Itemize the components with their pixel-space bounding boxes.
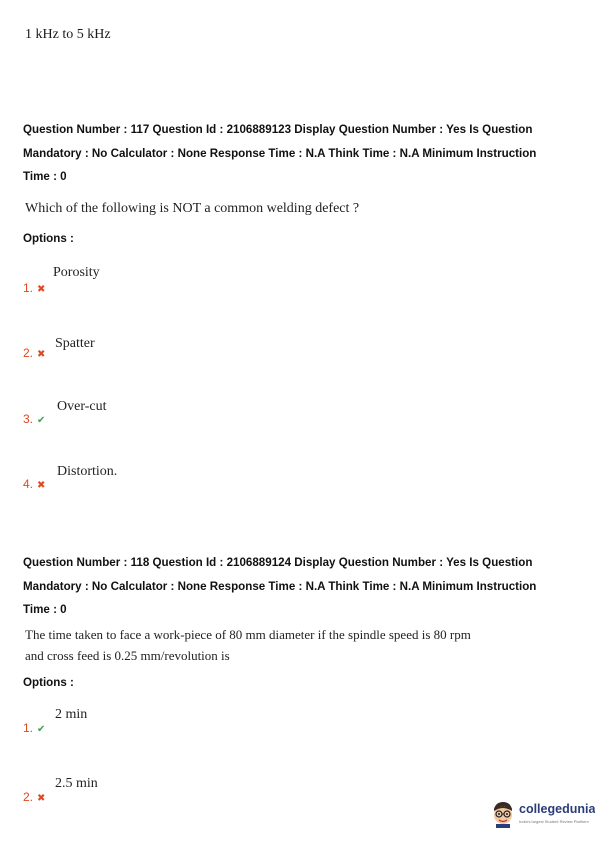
option-1-number: 1. ✔ [23, 721, 46, 735]
correct-check-icon: ✔ [37, 415, 46, 426]
question-text-line: The time taken to face a work-piece of 80 mm diameter if the spindle speed is 80 rpm [25, 627, 471, 642]
option-2-number: 2. ✖ [23, 790, 46, 804]
question-118-meta [23, 551, 583, 622]
question-117-options-label: Options : [23, 232, 74, 245]
option-3-number: 3. ✔ [23, 412, 46, 426]
option-2-text: 2.5 min [55, 776, 98, 791]
question-118-text [25, 625, 471, 666]
option-4-text: Distortion. [57, 464, 118, 479]
question-text-line: and cross feed is 0.25 mm/revolution is [25, 647, 230, 663]
wrong-mark-icon: ✖ [37, 480, 46, 491]
logo-wordmark: collegedunia [519, 802, 595, 816]
correct-check-icon: ✔ [37, 724, 46, 735]
option-1-text: Porosity [53, 265, 100, 280]
wrong-mark-icon: ✖ [37, 284, 46, 295]
meta-line: Time : 0 [23, 603, 67, 616]
question-117-meta [23, 118, 583, 189]
option-1-number: 1. ✖ [23, 281, 46, 295]
meta-line: Mandatory : No Calculator : None Response Time : N.A Think Time : N.A Minimum Instruction [23, 579, 537, 593]
meta-line: Time : 0 [23, 170, 67, 183]
option-2-text: Spatter [55, 336, 95, 351]
meta-line: Mandatory : No Calculator : None Response Time : N.A Think Time : N.A Minimum Instruction [23, 146, 537, 160]
wrong-mark-icon: ✖ [37, 793, 46, 804]
previous-answer-text: 1 kHz to 5 kHz [25, 27, 111, 42]
option-1-text: 2 min [55, 707, 88, 722]
meta-line: Question Number : 117 Question Id : 2106889123 Display Question Number : Yes Is Question [23, 123, 533, 136]
mascot-face-icon [490, 800, 516, 828]
logo-tagline: India's largest Student Review Platform [519, 819, 589, 824]
meta-line: Question Number : 118 Question Id : 2106889124 Display Question Number : Yes Is Question [23, 556, 533, 569]
option-4-number: 4. ✖ [23, 477, 46, 491]
collegedunia-logo [490, 798, 595, 832]
option-3-text: Over-cut [57, 399, 107, 414]
question-text-line: Which of the following is NOT a common welding defect ? [25, 201, 360, 216]
option-2-number: 2. ✖ [23, 346, 46, 360]
wrong-mark-icon: ✖ [37, 349, 46, 360]
question-117-text [25, 198, 359, 219]
question-118-options-label: Options : [23, 676, 74, 689]
